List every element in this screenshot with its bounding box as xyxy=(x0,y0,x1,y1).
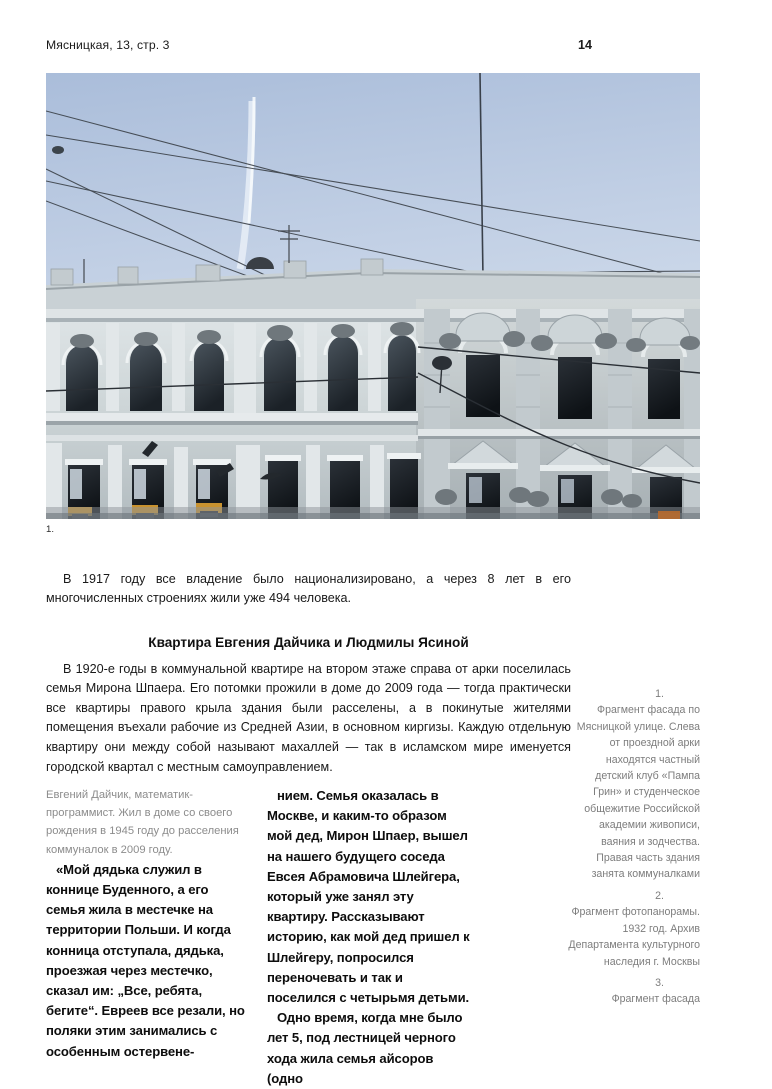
caption-number-3: 3. xyxy=(655,976,664,989)
section-paragraph: В 1920-е годы в коммунальной квартире на втором этаже справа от арки поселилась семья Мирона Шпаера. Его потомки прожили в доме до 2009 года — тогда практически все квартиры правого крыла здания были расселены, а в покинутые жителями помещения въехали рабочие из Средней Азии, в основном киргизы. Каждую отдельную квартиру они между собой называют махаллей — так в исламском мире именуется городской квартал с местным самоуправлением. xyxy=(46,661,571,774)
quote-part-3: Одно время, когда мне было лет 5, под лестницей черного хода жила семья айсоров (одно xyxy=(267,1010,463,1086)
caption-text-3: Фрагмент фасада xyxy=(611,993,700,1006)
caption-text-1: Фрагмент фасада по Мясницкой улице. Слева от проездной арки находятся частный детский клуб «Пампа Грин» и студенческое общежитие Российской академии живописи, ваяния и зодчества. Правая часть здания занята коммуналками xyxy=(576,704,700,881)
column-right xyxy=(267,786,470,1089)
facade-photograph xyxy=(46,73,700,519)
column-left xyxy=(46,786,249,1062)
quote-part-2: нием. Семья оказалась в Москве, и каким-то образом мой дед, Мирон Шпаер, вышел на нашего будущего соседа Евсея Абрамовича Шлейгера, который уже занял эту квартиру. Рассказывают историю, как мой дед пришел к Шлейгеру, попросился переночевать и так и поселился с четырьмя детьми. xyxy=(267,788,470,1006)
caption-rail xyxy=(568,686,700,1013)
photograph-artwork xyxy=(46,73,700,519)
quote-part-1: «Мой дядька служил в коннице Буденного, а его семья жила в местечке на территории Польши. И когда конница отступала, дядька, проезжая через местечко, сказал им: „Все, ребята, бегите“. Евреев все резали, но поляки этим занимались с особенным остервене- xyxy=(46,861,245,1059)
figure-label: 1. xyxy=(46,524,55,535)
lead-paragraph: В 1917 году все владение было национализировано, а через 8 лет в его многочисленных строениях жили уже 494 человека. xyxy=(46,571,571,606)
caption-number-2: 2. xyxy=(655,889,664,902)
running-head-title: Мясницкая, 13, стр. 3 xyxy=(46,38,170,52)
section-heading: Квартира Евгения Дайчика и Людмилы Ясиной xyxy=(148,635,469,651)
page-number: 14 xyxy=(577,38,592,52)
caption-number-1: 1. xyxy=(655,688,664,700)
running-head xyxy=(46,38,700,58)
caption-text-2: Фрагмент фотопанорамы. 1932 год. Архив Департамента культурного наследия г. Москвы xyxy=(568,906,700,968)
interviewee-byline: Евгений Дайчик, математик-программист. Жил в доме со своего рождения в 1945 году до расселения коммуналок в 2009 году. xyxy=(46,789,239,856)
